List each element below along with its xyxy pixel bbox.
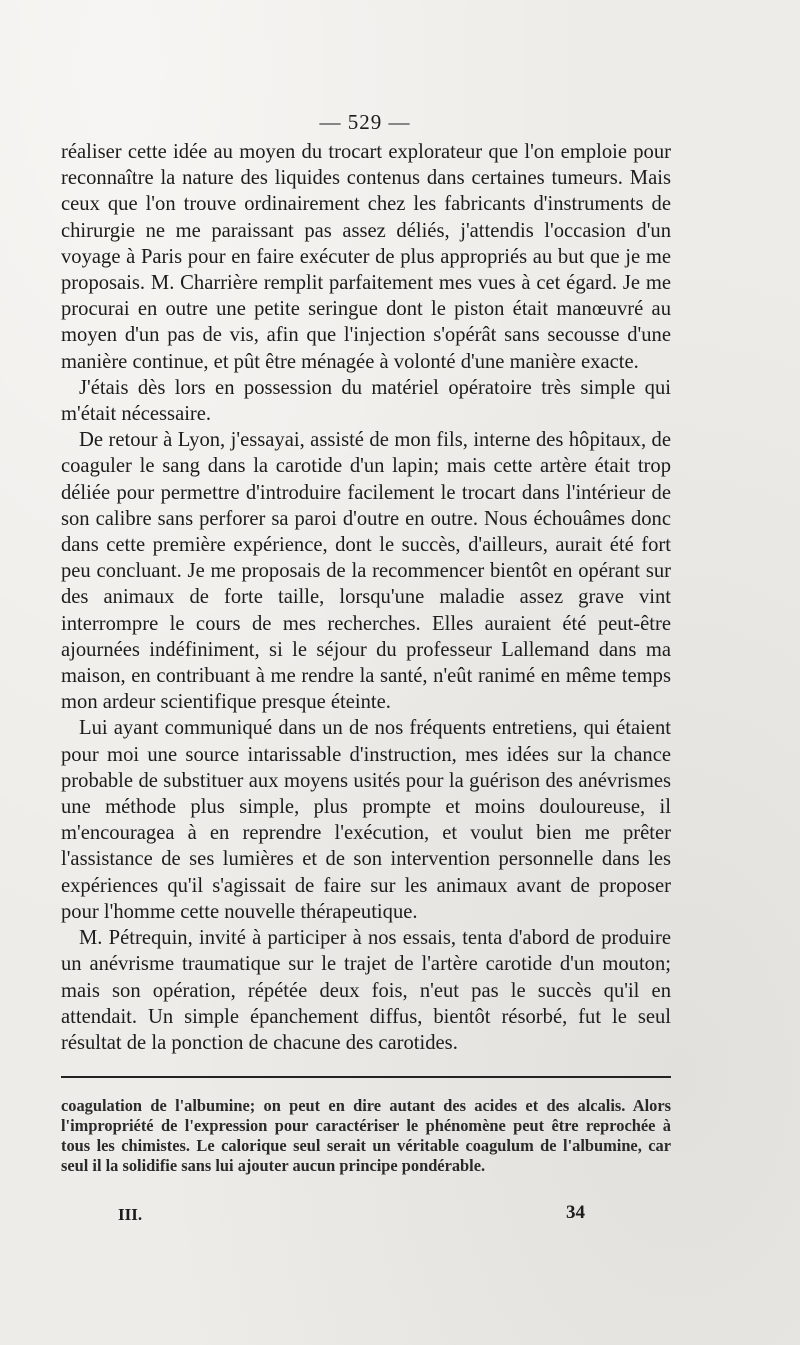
paragraph-3: De retour à Lyon, j'essayai, assisté de mon fils, interne des hôpitaux, de coaguler le sang dans la carotide d'un lapin; mais cette artère était trop déliée pour permettre d'introduire facilement le trocart dans l'intérieur de son calibre sans perforer sa paroi d'outre en outre. Nous échouâmes donc dans cette première expérience, dont le succès, d'ailleurs, aurait été fort peu concluant. Je me proposais de la recommencer bientôt en opérant sur des animaux de forte taille, lorsqu'une maladie assez grave vint interrompre le cours de mes recherches. Elles auraient été peut-être ajournées indéfiniment, si le séjour du professeur Lallemand dans ma maison, en contribuant à me rendre la santé, n'eût ranimé en même temps mon ardeur scientifique presque éteinte. <box>61 429 671 714</box>
sheet-number: 34 <box>566 1202 585 1223</box>
paragraph-4: Lui ayant communiqué dans un de nos fréquents entretiens, qui étaient pour moi une source intarissable d'instruction, mes idées sur la chance probable de substituer aux moyens usités pour la guérison des anévrismes une méthode plus simple, plus prompte et moins douloureuse, il m'encouragea à en reprendre l'exécution, et voulut bien me prêter l'assistance de ses lumières et de son intervention personnelle dans les expériences qu'il s'agissait de faire sur les animaux avant de proposer pour l'homme cette nouvelle thérapeutique. <box>61 717 671 923</box>
footnote-text: coagulation de l'albumine; on peut en dire autant des acides et des alcalis. Alors l'impropriété de l'expression pour caractériser le phénomène peut être reprochée à tous les chimistes. Le calorique seul serait un véritable coagulum de l'albumine, car seul il la solidifie sans lui ajouter aucun principe pondérable. <box>61 1096 671 1175</box>
footnote <box>61 1096 671 1176</box>
paragraph-1: réaliser cette idée au moyen du trocart explorateur que l'on emploie pour reconnaître la nature des liquides contenus dans certaines tumeurs. Mais ceux que l'on trouve ordinairement chez les fabricants d'instruments de chirurgie ne me paraissant pas assez déliés, j'attendis l'occasion d'un voyage à Paris pour en faire exécuter de plus appropriés au but que je me proposais. M. Charrière remplit parfaitement mes vues à cet égard. Je me procurai en outre une petite seringue dont le piston était manœuvré au moyen d'un pas de vis, afin que l'injection s'opérât sans secousse d'une manière continue, et pût être ménagée à volonté d'une manière exacte. <box>61 141 671 373</box>
paragraph-2: J'étais dès lors en possession du matériel opératoire très simple qui m'était nécessaire. <box>61 376 671 426</box>
main-text <box>61 139 671 1056</box>
signature-mark: III. <box>118 1205 143 1224</box>
page-number: — 529 — <box>319 110 411 134</box>
paragraph-5: M. Pétrequin, invité à participer à nos essais, tenta d'abord de produire un anévrisme traumatique sur le trajet de l'artère carotide d'un mouton; mais son opération, répétée deux fois, n'eut pas le succès qu'il en attendait. Un simple épanchement diffus, bientôt résorbé, fut le seul résultat de la ponction de chacune des carotides. <box>61 927 671 1054</box>
footnote-divider <box>61 1076 671 1078</box>
